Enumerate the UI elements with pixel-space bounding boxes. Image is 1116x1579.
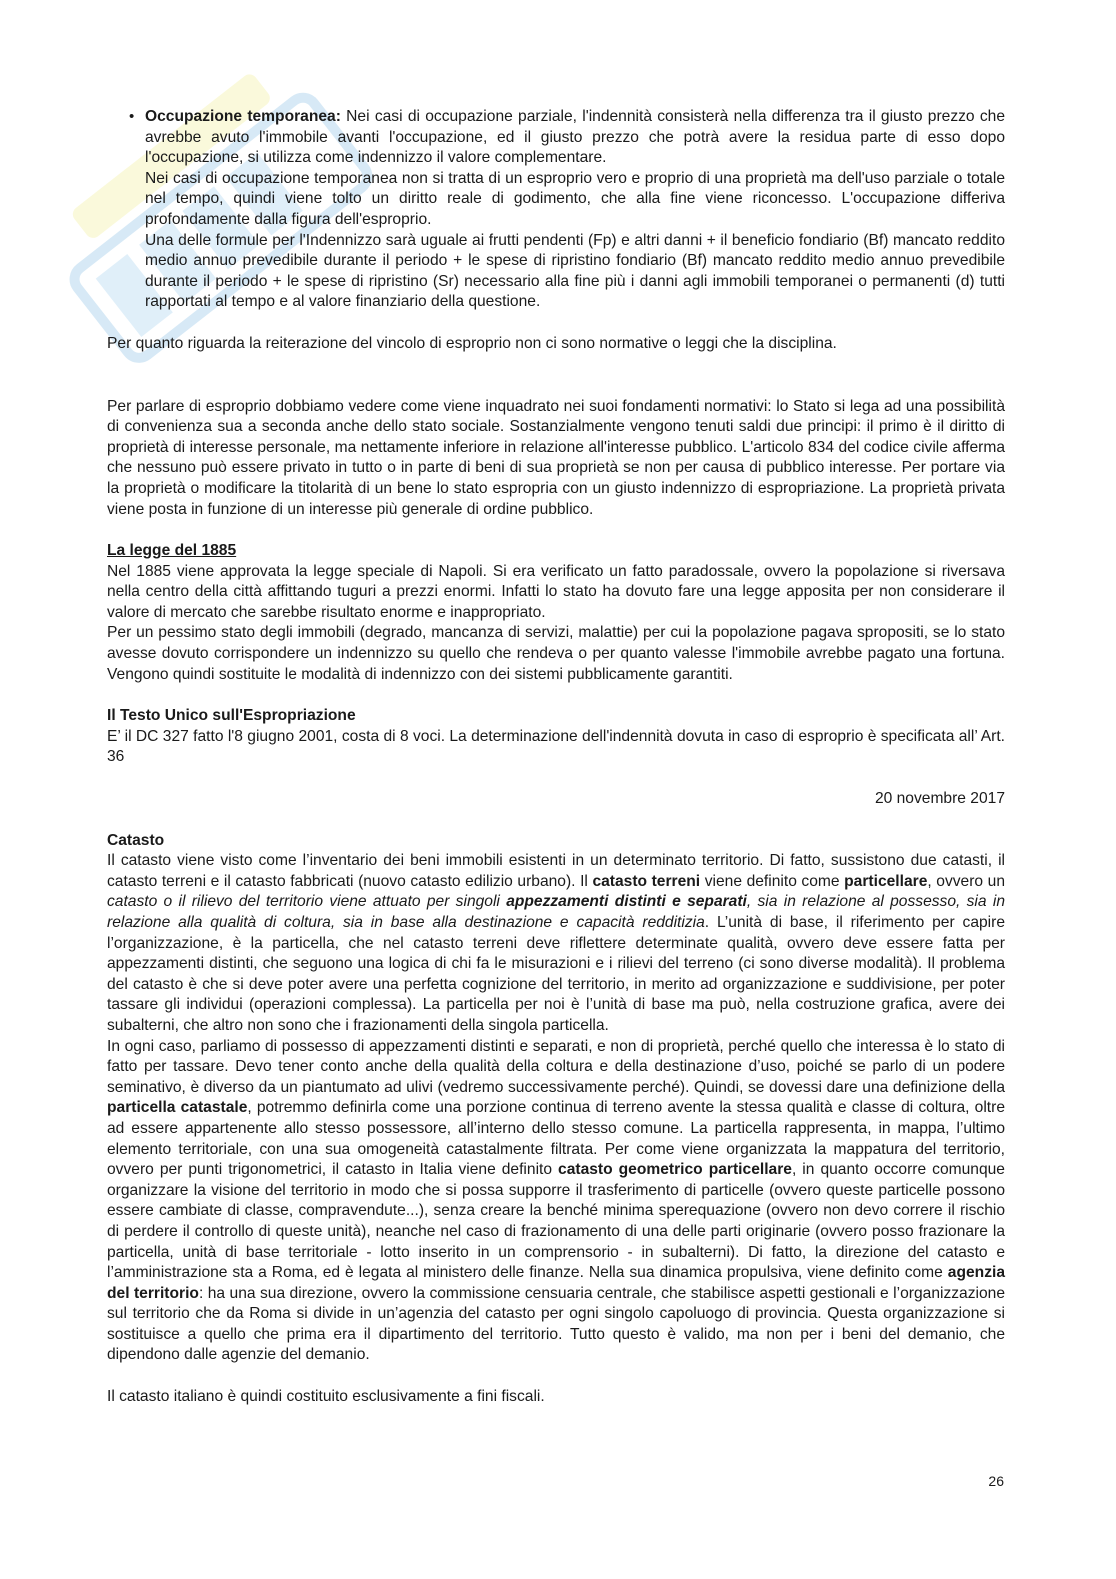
bullet-paragraph-1 bbox=[145, 107, 1005, 169]
catasto-terreni-term: catasto terreni bbox=[592, 872, 701, 890]
paragraph-catasto-3: Il catasto italiano è quindi costituito esclusivamente a fini fiscali. bbox=[107, 1388, 545, 1406]
particellare-term: particellare bbox=[844, 872, 928, 890]
page-content bbox=[107, 107, 1005, 1408]
particella-catastale-term: particella catastale bbox=[107, 1099, 248, 1117]
paragraph-legge-1885-2: Per un pessimo stato degli immobili (degrado, mancanza di servizi, malattie) per cui la popolazione pagava spropositi, se lo stato avesse dovuto corrispondere un indennizzo su quello che rendeva o per quanto valesse l'immobile avrebbe pagato una fortuna. Vengono quindi sostituite le modalità di indennizzo con dei sistemi pubblicamente garantiti. bbox=[107, 624, 1005, 683]
catasto-geometrico-term: catasto geometrico particellare bbox=[558, 1161, 792, 1179]
paragraph-fondamenti: Per parlare di esproprio dobbiamo vedere come viene inquadrato nei suoi fondamenti normativi: lo Stato si lega ad una possibilità di convenienza sua a seconda anche dello stato sociale. Sostanzialmente vengono tenuti saldi due principi: il primo è il diritto di proprietà di interesse personale, ma nettamente inferiore in relazione all'interesse pubblico. L'articolo 834 del codice civile afferma che nessuno può essere privato in tutto o in parte di beni di sua proprietà se non per causa di pubblico interesse. Per portare via la proprietà o modificare la titolarità di un bene lo stato espropria con un giusto indennizzo di espropriazione. La proprietà privata viene posta in funzione di un interesse più generale di ordine pubblico. bbox=[107, 397, 1005, 518]
section-heading-legge-1885: La legge del 1885 bbox=[107, 542, 237, 560]
page-number: 26 bbox=[988, 1473, 1004, 1489]
catasto-p2-text-g: : ha una sua direzione, ovvero la commissione censuaria centrale, che stabilisce aspetti gestionali e l’organizzazione sul territorio che da Roma si divide in un’agenzia del catasto per ogni singolo capoluogo di provincia. Questa organizzazione si sostituisce a quello che prima era il dipartimento del territorio. Tutto questo è valido, ma non per i beni del demanio, che dipendono dalle agenzie del demanio. bbox=[107, 1284, 1005, 1364]
bullet-item-occupazione bbox=[107, 107, 1005, 313]
catasto-p2-text-a: In ogni caso, parliamo di possesso di appezzamenti distinti e separati, e non di proprietà, perché quello che interessa è lo stato di fatto per tassare. Devo tener conto anche della qualità della coltura e della destinazione d’uso, poiché se parlo di un podere seminativo, è diverso da un piantumato ad ulivi (vedremo successivamente perché). Quindi, se dovessi dare una definizione della bbox=[107, 1037, 1005, 1096]
bullet-paragraph-3: Una delle formule per l'Indennizzo sarà uguale ai frutti pendenti (Fp) e altri danni + il beneficio fondiario (Bf) mancato reddito medio annuo prevedibile durante il periodo + le spese di ripristino fondiario (Bf) mancato reddito medio annuo prevedibile durante il periodo + le spese di ripristino (Sr) necessario alla fine più i danni agli immobili temporanei o permanenti (d) tutti rapportati al tempo e al valore finanziario della questione. bbox=[145, 231, 1005, 311]
bullet-paragraph-2: Nei casi di occupazione temporanea non si tratta di un esproprio vero e proprio di una proprietà ma dell'uso parziale o totale nel tempo, quindi viene tolto un diritto reale di godimento, che alla fine viene riconcesso. L'occupazione differiva profondamente dalla figura dell'esproprio. bbox=[145, 169, 1005, 228]
lecture-date: 20 novembre 2017 bbox=[874, 790, 1005, 808]
section-heading-catasto: Catasto bbox=[107, 831, 165, 849]
catasto-p2-text-c: , potremmo definirla come una porzione continua di terreno avente la stessa qualità e classe di coltura, oltre ad essere appartenente allo stesso possessore, all’interno dello stesso comune. La particella rappresenta, in mappa, l’ultimo elemento territoriale, con una sua omogeneità catastalmente filtrata. Per come viene organizzata la mappatura del territorio, ovvero per punti trigonometrici, il catasto in Italia viene definito bbox=[107, 1099, 1006, 1179]
bullet-text-1: Nei casi di occupazione parziale, l'indennità consisterà nella differenza tra il giusto prezzo che avrebbe avuto l'immobile avanti l'occupazione, ed il giusto prezzo che potrà avere la residua parte di esso dopo l'occupazione, si utilizza come indennizzo il valore complementare. bbox=[145, 108, 1006, 167]
appezzamenti-term: appezzamenti distinti e separati bbox=[506, 893, 747, 911]
catasto-p1-italic-h: , sia in relazione al possesso, sia in relazione alla qualità di coltura, sia in base alla destinazione e capacità redditizia bbox=[107, 893, 1005, 931]
catasto-p1-text-e: , ovvero un bbox=[927, 872, 1006, 890]
catasto-p1-italic-f: catasto o il rilievo del territorio viene attuato per singoli bbox=[107, 893, 507, 911]
paragraph-catasto-1 bbox=[107, 851, 1005, 1036]
paragraph-reiterazione: Per quanto riguarda la reiterazione del vincolo di esproprio non ci sono normative o leggi che la disciplina. bbox=[107, 334, 837, 352]
paragraph-legge-1885-1: Nel 1885 viene approvata la legge speciale di Napoli. Si era verificato un fatto paradossale, ovvero la popolazione si riversava nella centro della città affittando tuguri a prezzi enormi. Infatti lo stato ha dovuto fare una legge apposita per non considerare il valore di mercato che sarebbe risultato enorme e inappropriato. bbox=[107, 562, 1005, 621]
catasto-p1-text-a: Il catasto viene visto come l’inventario dei beni immobili esistenti in un determinato territorio. Di fatto, sussistono due catasti, il catasto terreni e il catasto fabbricati (nuovo catasto edilizio urbano). Il bbox=[107, 852, 1005, 890]
catasto-p1-text-c: viene definito come bbox=[700, 872, 845, 890]
agenzia-territorio-term: agenzia del territorio bbox=[107, 1264, 1005, 1302]
bullet-icon: • bbox=[129, 108, 135, 125]
catasto-p2-text-e: , in quanto occorre comunque organizzare la visione del territorio in modo che si possa supporre il trasferimento di particelle (ovvero queste particelle possono essere cambiate di classe, compravendute...), senza creare la benché minima sperequazione (ovvero non devo correre il rischio di perdere il controllo di queste unità), neanche nel caso di frazionamento di una delle parti originarie (ovvero posso frazionare la particella, unità di base territoriale - lotto inserito in un comprensorio - in subalterni). Di fatto, la direzione del catasto e l’amministrazione sta a Roma, ed è legata al ministero delle finanze. Nella sua dinamica propulsiva, viene definito come bbox=[107, 1161, 1005, 1282]
paragraph-catasto-2 bbox=[107, 1037, 1005, 1367]
section-heading-testo-unico: Il Testo Unico sull'Espropriazione bbox=[107, 707, 356, 725]
catasto-p1-text-i: . L’unità di base, il riferimento per capire l’organizzazione, è la particella, che nel catasto terreni deve riflettere determinate qualità, ovvero deve essere fatta per appezzamenti distinti, che seguono una logica di chi fa le misurazioni e i rilievi del terreno (ci sono diverse modalità). Il problema del catasto è che si deve poter avere una perfetta cognizione del territorio, in merito ad organizzazione e suddivisione, per poter tassare gli individui (operazioni complessa). La particella per noi è l’unità di base ma può, nella costruzione grafica, avere dei subalterni, che altro non sono che i frazionamenti della singola particella. bbox=[107, 914, 1005, 1034]
bullet-label: Occupazione temporanea: bbox=[145, 108, 341, 125]
paragraph-testo-unico: E’ il DC 327 fatto l'8 giugno 2001, costa di 8 voci. La determinazione dell'indennità dovuta in caso di esproprio è specificata all’ Art. 36 bbox=[107, 727, 1005, 766]
